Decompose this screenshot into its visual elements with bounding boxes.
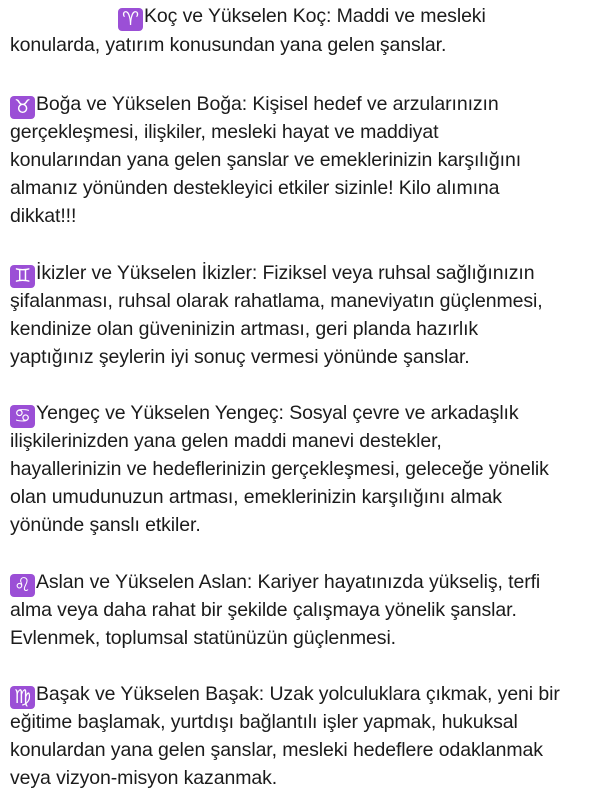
- paragraph-leo-line-1: [10, 569, 540, 596]
- paragraph-cancer-line-5: [10, 512, 201, 539]
- paragraph-text: hayallerinizin ve hedeflerinizin gerçekleşmesi, geleceğe yönelik: [10, 458, 549, 480]
- paragraph-text: dikkat!!!: [10, 205, 77, 227]
- paragraph-virgo-line-1: [10, 681, 560, 708]
- paragraph-text: almanız yönünden destekleyici etkiler sizinle! Kilo alımına: [10, 177, 500, 199]
- paragraph-text: yönünde şanslı etkiler.: [10, 514, 201, 536]
- paragraph-virgo-line-3: [10, 737, 543, 764]
- paragraph-text: Aslan ve Yükselen Aslan: Kariyer hayatınızda yükseliş, terfi: [36, 571, 541, 593]
- paragraph-text: olan umudunuzun artması, emeklerinizin karşılığını almak: [10, 486, 502, 508]
- paragraph-text: şifalanması, ruhsal olarak rahatlama, maneviyatın güçlenmesi,: [10, 290, 543, 312]
- paragraph-virgo-line-2: [10, 709, 518, 736]
- paragraph-text: İkizler ve Yükselen İkizler: Fiziksel veya ruhsal sağlığınızın: [36, 262, 535, 284]
- gemini-icon: ♊: [10, 265, 35, 288]
- paragraph-aries-line-1: [118, 3, 486, 30]
- paragraph-text: Boğa ve Yükselen Boğa: Kişisel hedef ve arzularınızın: [36, 93, 499, 115]
- paragraph-text: eğitime başlamak, yurtdışı bağlantılı işler yapmak, hukuksal: [10, 711, 518, 733]
- paragraph-text: ilişkilerinizden yana gelen maddi manevi destekler,: [10, 430, 442, 452]
- paragraph-cancer-line-3: [10, 456, 549, 483]
- paragraph-text: Koç ve Yükselen Koç: Maddi ve mesleki: [144, 5, 486, 27]
- cancer-icon: ♋: [10, 405, 35, 428]
- paragraph-taurus-line-2: [10, 119, 438, 146]
- paragraph-cancer-line-1: [10, 400, 519, 427]
- paragraph-text: konularda, yatırım konusundan yana gelen şanslar.: [10, 34, 447, 56]
- paragraph-leo-line-2: [10, 597, 517, 624]
- aries-icon: ♈: [118, 8, 143, 31]
- paragraph-text: gerçekleşmesi, ilişkiler, mesleki hayat ve maddiyat: [10, 121, 439, 143]
- paragraph-text: konularından yana gelen şanslar ve emeklerinizin karşılığını: [10, 149, 522, 171]
- taurus-icon: ♉: [10, 96, 35, 119]
- paragraph-gemini-line-4: [10, 344, 470, 371]
- paragraph-text: konulardan yana gelen şanslar, mesleki hedeflere odaklanmak: [10, 739, 543, 761]
- paragraph-text: yaptığınız şeylerin iyi sonuç vermesi yönünde şanslar.: [10, 346, 470, 368]
- leo-icon: ♌: [10, 574, 35, 597]
- paragraph-gemini-line-1: [10, 260, 534, 287]
- paragraph-cancer-line-4: [10, 484, 502, 511]
- paragraph-gemini-line-3: [10, 316, 478, 343]
- paragraph-text: Evlenmek, toplumsal statünüzün güçlenmesi.: [10, 627, 397, 649]
- paragraph-text: kendinize olan güveninizin artması, geri planda hazırlık: [10, 318, 479, 340]
- paragraph-taurus-line-1: [10, 91, 499, 118]
- paragraph-text: Yengeç ve Yükselen Yengeç: Sosyal çevre ve arkadaşlık: [36, 402, 519, 424]
- paragraph-taurus-line-4: [10, 175, 499, 202]
- paragraph-virgo-line-4: [10, 765, 277, 792]
- paragraph-leo-line-3: [10, 625, 396, 652]
- paragraph-gemini-line-2: [10, 288, 543, 315]
- paragraph-taurus-line-5: [10, 203, 76, 230]
- virgo-icon: ♍: [10, 686, 35, 709]
- paragraph-text: alma veya daha rahat bir şekilde çalışmaya yönelik şanslar.: [10, 599, 517, 621]
- paragraph-text: Başak ve Yükselen Başak: Uzak yolculuklara çıkmak, yeni bir: [36, 683, 560, 705]
- paragraph-text: veya vizyon-misyon kazanmak.: [10, 767, 278, 789]
- paragraph-cancer-line-2: [10, 428, 442, 455]
- paragraph-taurus-line-3: [10, 147, 521, 174]
- paragraph-aries-line-2: [10, 32, 446, 59]
